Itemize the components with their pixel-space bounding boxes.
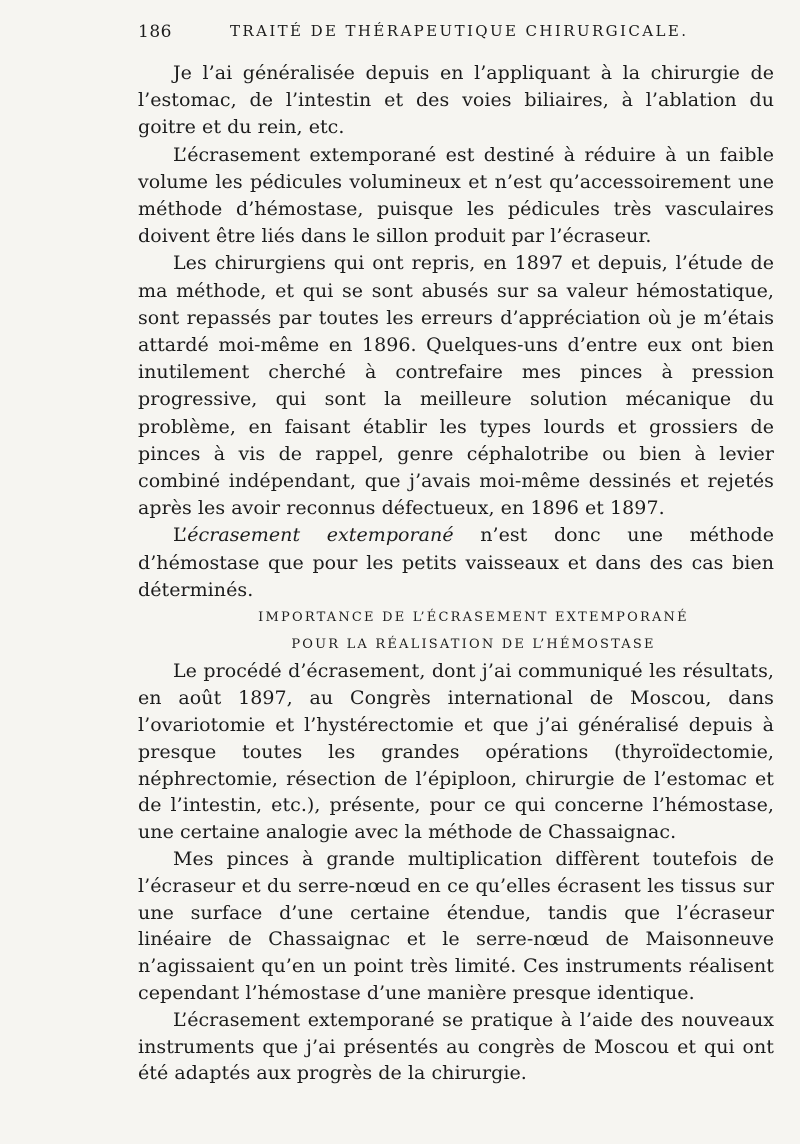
paragraph-2: L’écrasement extemporané est destiné à réduire à un faible volume les pédicules volumineux et n’est qu’accessoirement une méthode d’hémostase, puisque les pédicules très vasculaires doivent être liés dans le sillon produit par l’écraseur. xyxy=(138,143,774,248)
running-title: TRAITÉ DE THÉRAPEUTIQUE CHIRURGICALE. xyxy=(230,22,689,40)
paragraph-4-prefix: L’ xyxy=(173,524,188,547)
paragraph-5: Le procédé d’écrasement, dont j’ai communiqué les résultats, en août 1897, au Congrès international de Moscou, dans l’ovariotomie et l’hystérectomie et que j’ai généralisé depuis à presque toutes les grandes opérations (thyroïdectomie, néphrectomie, résection de l’épiploon, chirurgie de l’estomac et de l’intestin, etc.), présente, pour ce qui concerne l’hémostase, une certaine analogie avec la méthode de Chassaignac. xyxy=(138,660,774,844)
paragraph-6: Mes pinces à grande multiplication diffèrent toutefois de l’écraseur et du serre-nœud en ce qu’elles écrasent les tissus sur une surface d’une certaine étendue, tandis que l’écraseur linéaire de Chassaignac et le serre-nœud de Maisonneuve n’agissaient qu’en un point très limité. Ces instruments réalisent cependant l’hémostase d’une manière presque identique. xyxy=(138,848,774,1005)
paragraph-7: L’écrasement extemporané se pratique à l’aide des nouveaux instruments que j’ai présentés au congrès de Moscou et qui ont été adaptés aux progrès de la chirurgie. xyxy=(138,1008,774,1085)
section-2 xyxy=(138,658,774,1087)
italic-term: écrasement extemporané xyxy=(187,524,454,547)
section-heading-line-1: IMPORTANCE DE L’ÉCRASEMENT EXTEMPORANÉ xyxy=(258,610,689,626)
page-number: 186 xyxy=(138,22,172,42)
paragraph-4-rest: n’est donc une méthode d’hémostase que pour les petits vaisseaux et dans des cas bien déterminés. xyxy=(138,524,775,601)
section-heading-line-2: POUR LA RÉALISATION DE L’HÉMOSTASE xyxy=(291,637,656,653)
paragraph-3: Les chirurgiens qui ont repris, en 1897 et depuis, l’étude de ma méthode, et qui se sont abusés sur sa valeur hémostatique, sont repassés par toutes les erreurs d’appréciation où je m’étais attardé moi-même en 1896. Quelques-uns d’entre eux ont bien inutilement cherché à contrefaire mes pinces à pression progressive, qui sont la meilleure solution mécanique du problème, en faisant établir les types lourds et grossiers de pinces à vis de rappel, genre céphalotribe ou bien à levier combiné indépendant, que j’avais moi-même dessinés et rejetés après les avoir reconnus défectueux, en 1896 et 1897. xyxy=(138,252,774,520)
body-text xyxy=(138,60,774,1087)
paragraph-4 xyxy=(138,522,774,604)
paragraph-1: Je l’ai généralisée depuis en l’appliquant à la chirurgie de l’estomac, de l’intestin et des voies biliaires, à l’ablation du goitre et du rein, etc. xyxy=(138,62,774,139)
running-head xyxy=(138,22,760,48)
